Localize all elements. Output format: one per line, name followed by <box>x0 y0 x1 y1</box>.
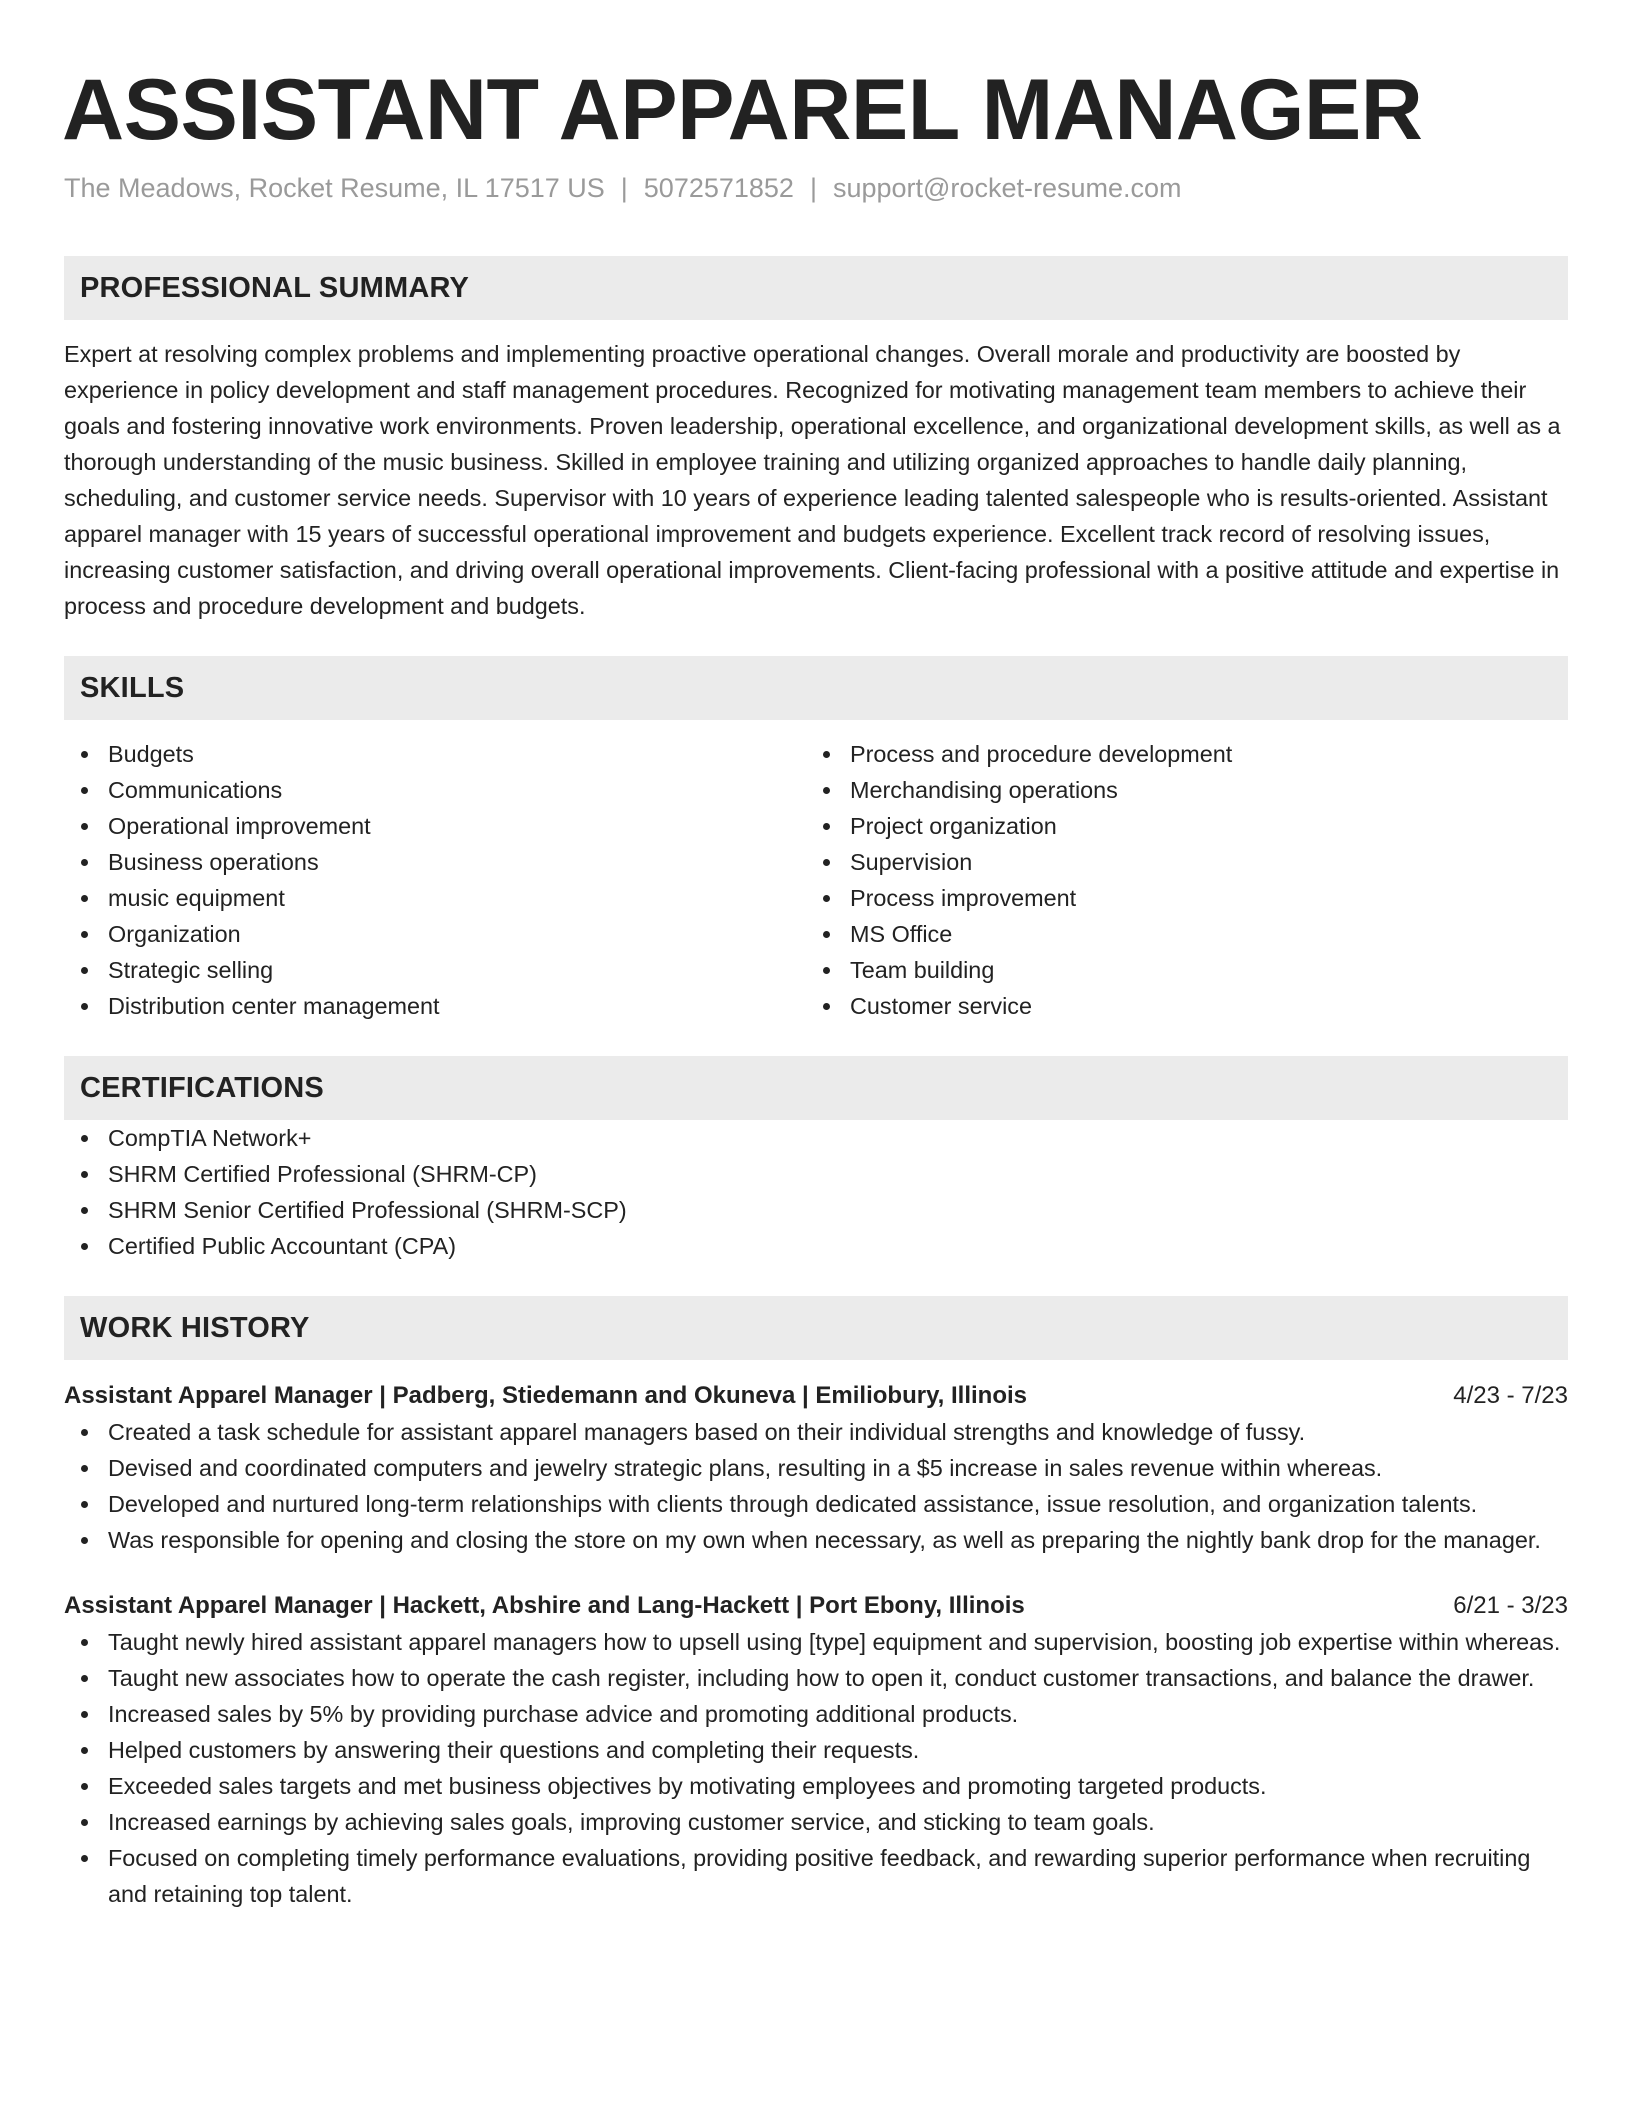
skills-column-right <box>806 736 1548 1024</box>
job-bullet: Taught new associates how to operate the cash register, including how to open it, conduct customer transactions, and balance the drawer. <box>64 1660 1568 1696</box>
skill-item: MS Office <box>806 916 1548 952</box>
skill-item: Merchandising operations <box>806 772 1548 808</box>
skill-item: Organization <box>64 916 806 952</box>
skill-item: music equipment <box>64 880 806 916</box>
resume-title: ASSISTANT APPAREL MANAGER <box>62 62 1423 158</box>
job-bullet: Devised and coordinated computers and jewelry strategic plans, resulting in a $5 increase in sales revenue within whereas. <box>64 1450 1568 1486</box>
skill-item: Distribution center management <box>64 988 806 1024</box>
job-bullet: Increased sales by 5% by providing purchase advice and promoting additional products. <box>64 1696 1568 1732</box>
job-entry <box>64 1378 1568 1558</box>
contact-line <box>64 170 1568 206</box>
job-bullet: Increased earnings by achieving sales goals, improving customer service, and sticking to team goals. <box>64 1804 1568 1840</box>
certification-item: SHRM Certified Professional (SHRM-CP) <box>64 1156 1568 1192</box>
skill-item: Process and procedure development <box>806 736 1548 772</box>
job-header <box>64 1378 1568 1414</box>
summary-heading: PROFESSIONAL SUMMARY <box>64 256 1568 320</box>
certifications-heading: CERTIFICATIONS <box>64 1056 1568 1120</box>
job-bullet: Was responsible for opening and closing the store on my own when necessary, as well as preparing the nightly bank drop for the manager. <box>64 1522 1568 1558</box>
job-entry <box>64 1588 1568 1912</box>
job-bullet-list <box>64 1624 1568 1912</box>
certification-item: Certified Public Accountant (CPA) <box>64 1228 1568 1264</box>
skills-list-right <box>806 736 1548 1024</box>
job-dates: 4/23 - 7/23 <box>1453 1382 1568 1409</box>
contact-separator: | <box>620 173 628 203</box>
job-bullet-list <box>64 1414 1568 1558</box>
job-dates: 6/21 - 3/23 <box>1453 1592 1568 1619</box>
skill-item: Process improvement <box>806 880 1548 916</box>
contact-separator: | <box>809 173 817 203</box>
job-bullet: Created a task schedule for assistant apparel managers based on their individual strengths and knowledge of fussy. <box>64 1414 1568 1450</box>
job-bullet: Focused on completing timely performance evaluations, providing positive feedback, and rewarding superior performance when recruiting and retaining top talent. <box>64 1840 1568 1912</box>
contact-email[interactable]: support@rocket-resume.com <box>832 173 1182 203</box>
job-title: Assistant Apparel Manager | Hackett, Abshire and Lang-Hackett | Port Ebony, Illinois <box>64 1592 1025 1619</box>
skills-column-left <box>64 736 806 1024</box>
job-title: Assistant Apparel Manager | Padberg, Stiedemann and Okuneva | Emiliobury, Illinois <box>64 1382 1027 1409</box>
skill-item: Business operations <box>64 844 806 880</box>
job-bullet: Developed and nurtured long-term relationships with clients through dedicated assistance, issue resolution, and organization talents. <box>64 1486 1568 1522</box>
skill-item: Strategic selling <box>64 952 806 988</box>
skills-grid <box>64 736 1568 1024</box>
summary-text: Expert at resolving complex problems and implementing proactive operational changes. Overall morale and productivity are boosted by experience in policy development and staff management procedures. Recognized for motivating management team members to achieve their goals and fostering innovative work environments. Proven leadership, operational excellence, and organizational development skills, as well as a thorough understanding of the music business. Skilled in employee training and utilizing organized approaches to handle daily planning, scheduling, and customer service needs. Supervisor with 10 years of experience leading talented salespeople who is results-oriented. Assistant apparel manager with 15 years of successful operational improvement and budgets experience. Excellent track record of resolving issues, increasing customer satisfaction, and driving overall operational improvements. Client-facing professional with a positive attitude and expertise in process and procedure development and budgets. <box>64 341 1561 619</box>
skill-item: Supervision <box>806 844 1548 880</box>
job-bullet: Helped customers by answering their questions and completing their requests. <box>64 1732 1568 1768</box>
certification-item: SHRM Senior Certified Professional (SHRM-SCP) <box>64 1192 1568 1228</box>
skill-item: Operational improvement <box>64 808 806 844</box>
job-header <box>64 1588 1568 1624</box>
work-history-heading: WORK HISTORY <box>64 1296 1568 1360</box>
skill-item: Customer service <box>806 988 1548 1024</box>
skills-heading: SKILLS <box>64 656 1568 720</box>
contact-phone: 5072571852 <box>643 173 794 203</box>
contact-address: The Meadows, Rocket Resume, IL 17517 US <box>64 173 605 203</box>
skills-list-left <box>64 736 806 1024</box>
skill-item: Team building <box>806 952 1548 988</box>
certification-item: CompTIA Network+ <box>64 1120 1568 1156</box>
job-bullet: Exceeded sales targets and met business objectives by motivating employees and promoting targeted products. <box>64 1768 1568 1804</box>
skill-item: Project organization <box>806 808 1548 844</box>
skill-item: Communications <box>64 772 806 808</box>
job-bullet: Taught newly hired assistant apparel managers how to upsell using [type] equipment and supervision, boosting job expertise within whereas. <box>64 1624 1568 1660</box>
certifications-list <box>64 1120 1568 1264</box>
skill-item: Budgets <box>64 736 806 772</box>
